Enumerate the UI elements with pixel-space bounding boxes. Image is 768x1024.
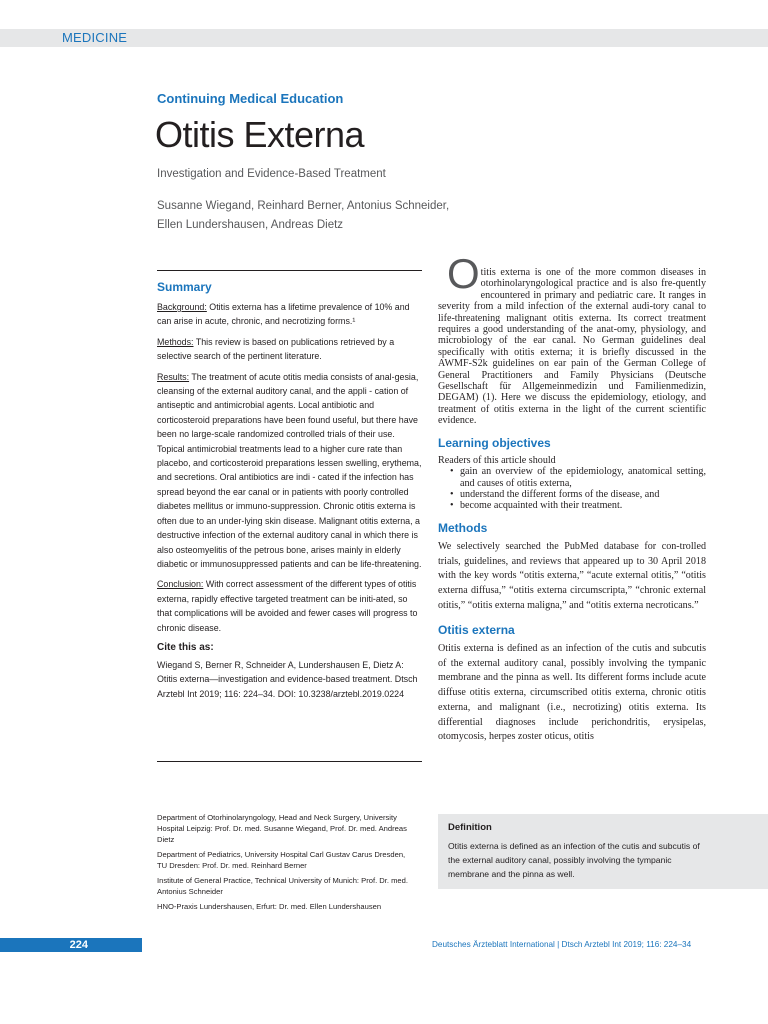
cite-heading: Cite this as:: [157, 641, 214, 653]
page-number: 224: [69, 939, 88, 951]
summary-panel: [157, 279, 422, 707]
page-number-bar: [0, 938, 142, 952]
article-subtitle: Investigation and Evidence-Based Treatment: [157, 168, 386, 180]
citation-text: Wiegand S, Berner R, Schneider A, Lundershausen E, Dietz A: Otitis externa—investigation and evidence-based treatment. Dtsch Arztebl Int 2019; 116: 224–34. DOI: 10.3238/arztebl.2019.0224: [157, 659, 418, 699]
affiliation-item: Department of Pediatrics, University Hospital Carl Gustav Carus Dresden, TU Dresden: Prof. Dr. med. Reinhard Berner: [157, 850, 406, 870]
summary-top-rule: [157, 270, 422, 271]
intro-paragraph: titis externa is one of the more common diseases in otorhinolaryngological practice and is also fre-quently encountered in primary and pediatric care. It ranges in severity from a mild infection of the external audi-tory canal to life-threatening malignant otitis externa. Its correct treatment requires a good understanding of the anat-omy, physiology, and microbiology of the ear canal. No German guidelines deal specifically with otitis externa; it is briefly discussed in the AWMF-S2k guidelines on ear pain of the German College of General Practitioners and Family Physicians (Deutsche Gesellschaft für Allgemeinmedizin und Familienmedizin, DEGAM) (1). Here we discuss the epidemiology, etiology, and treatment of otitis externa in the light of the current scientific evidence.: [438, 267, 706, 427]
background-text: Otitis externa has a lifetime prevalence of 10% and can arise in acute, chronic, and necrotizing forms.¹: [157, 302, 410, 327]
list-item: • understand the different forms of the disease, and: [450, 489, 706, 500]
affiliation-item: HNO-Praxis Lundershausen, Erfurt: Dr. med. Ellen Lundershausen: [157, 902, 382, 911]
section-bar: [0, 29, 768, 47]
affiliation-item: Institute of General Practice, Technical University of Munich: Prof. Dr. med. Antonius Schneider: [157, 876, 408, 896]
summary-results: [157, 370, 422, 572]
summary-methods: [157, 335, 422, 364]
methods-label: Methods:: [157, 336, 194, 347]
methods-text: This review is based on publications retrieved by a selective search of the pertinent literature.: [157, 336, 395, 362]
objectives-heading: Learning objectives: [438, 435, 551, 450]
conclusion-text: With correct assessment of the different types of otitis externa, rapidly effective targeted treatment can be initi-ated, so that complications will be avoided and fewer cases will progress to chronic disease.: [157, 579, 418, 633]
list-item: • become acquainted with their treatment.: [450, 500, 706, 511]
section-label: MEDICINE: [62, 30, 128, 45]
journal-footer: Deutsches Ärzteblatt International | Dtsch Arztebl Int 2019; 116: 224–34: [432, 940, 692, 949]
definition-box: [438, 814, 768, 889]
results-text: The treatment of acute otitis media consists of anal-gesia, cleansing of the external auditory canal, and the appli - cation of antiseptic and antimicrobial agents. Local antibiotic and corticosteroid preparations have been found useful, but there have been no large-scale randomized controlled trials of their use. Topical antimicrobial treatments lead to a higher cure rate than placebo, and corticosteroid preparations lessen swelling, erythema, and secretions. Oral antibiotics are indi - cated if the infection has spread beyond the ear canal or in patients with poorly controlled diabetes mellitus or immuno-suppression. Chronic otitis externa is often due to an under-lying skin disease. Malignant otitis externa, a destructive infection of the external auditory canal in which there is also osteomyelitis of the petrous bone, arises mainly in elderly diabetic or immunosuppressed patients and can be life-threatening.: [157, 371, 422, 569]
authors-line: Susanne Wiegand, Reinhard Berner, Antonius Schneider,: [157, 200, 450, 212]
summary-conclusion: [157, 577, 422, 635]
methods-heading: Methods: [438, 520, 488, 535]
affiliation-item: Department of Otorhinolaryngology, Head and Neck Surgery, University Hospital Leipzig: Prof. Dr. med. Susanne Wiegand, Prof. Dr. med. Andreas Dietz: [157, 813, 407, 844]
definition-text: Otitis externa is defined as an infection of the cutis and subcutis of the external auditory canal, possibly involving the tympanic membrane and the pinna as well.: [448, 841, 700, 879]
conclusion-label: Conclusion:: [157, 579, 204, 590]
article-body: [438, 250, 706, 745]
list-item: • gain an overview of the epidemiology, anatomical setting, and causes of otitis externa,: [450, 466, 706, 489]
results-label: Results:: [157, 371, 190, 382]
article-title: Otitis Externa: [155, 114, 365, 155]
drop-cap: O: [447, 250, 480, 297]
objectives-lead: Readers of this article should: [438, 454, 556, 466]
background-label: Background:: [157, 302, 207, 312]
summary-bottom-rule: [157, 761, 422, 762]
objectives-list: [438, 466, 706, 512]
methods-paragraph: We selectively searched the PubMed database for con-trolled trials, guidelines, and reviews that appeared up to 30 April 2018 with the key words “otitis externa,” “acute external otitis,” “otitis externa diffusa,” “otitis externa circumscripta,” “chronic external otitis,” “otitis externa maligna,” and “otitis externa necroticans.”: [438, 540, 706, 611]
summary-background: [157, 300, 422, 329]
definition-heading: Definition: [448, 822, 492, 833]
otitis-externa-heading: Otitis externa: [438, 622, 515, 637]
affiliations: [157, 812, 417, 916]
author-list: [157, 197, 457, 235]
article-kicker: Continuing Medical Education: [157, 91, 344, 106]
otitis-externa-paragraph: Otitis externa is defined as an infection of the cutis and subcutis of the external auditory canal, possibly involving the tympanic membrane and the pinna as well. Its different forms include acute diffuse otitis externa, circumscribed otitis externa, chronic otitis externa, and malignant (i.e., necrotizing) otitis externa. Its differential diagnoses include perichondritis, erysipelas, otomycosis, herpes zoster oticus, otitis: [438, 642, 706, 743]
summary-heading: Summary: [157, 280, 212, 294]
authors-line: Ellen Lundershausen, Andreas Dietz: [157, 219, 344, 231]
